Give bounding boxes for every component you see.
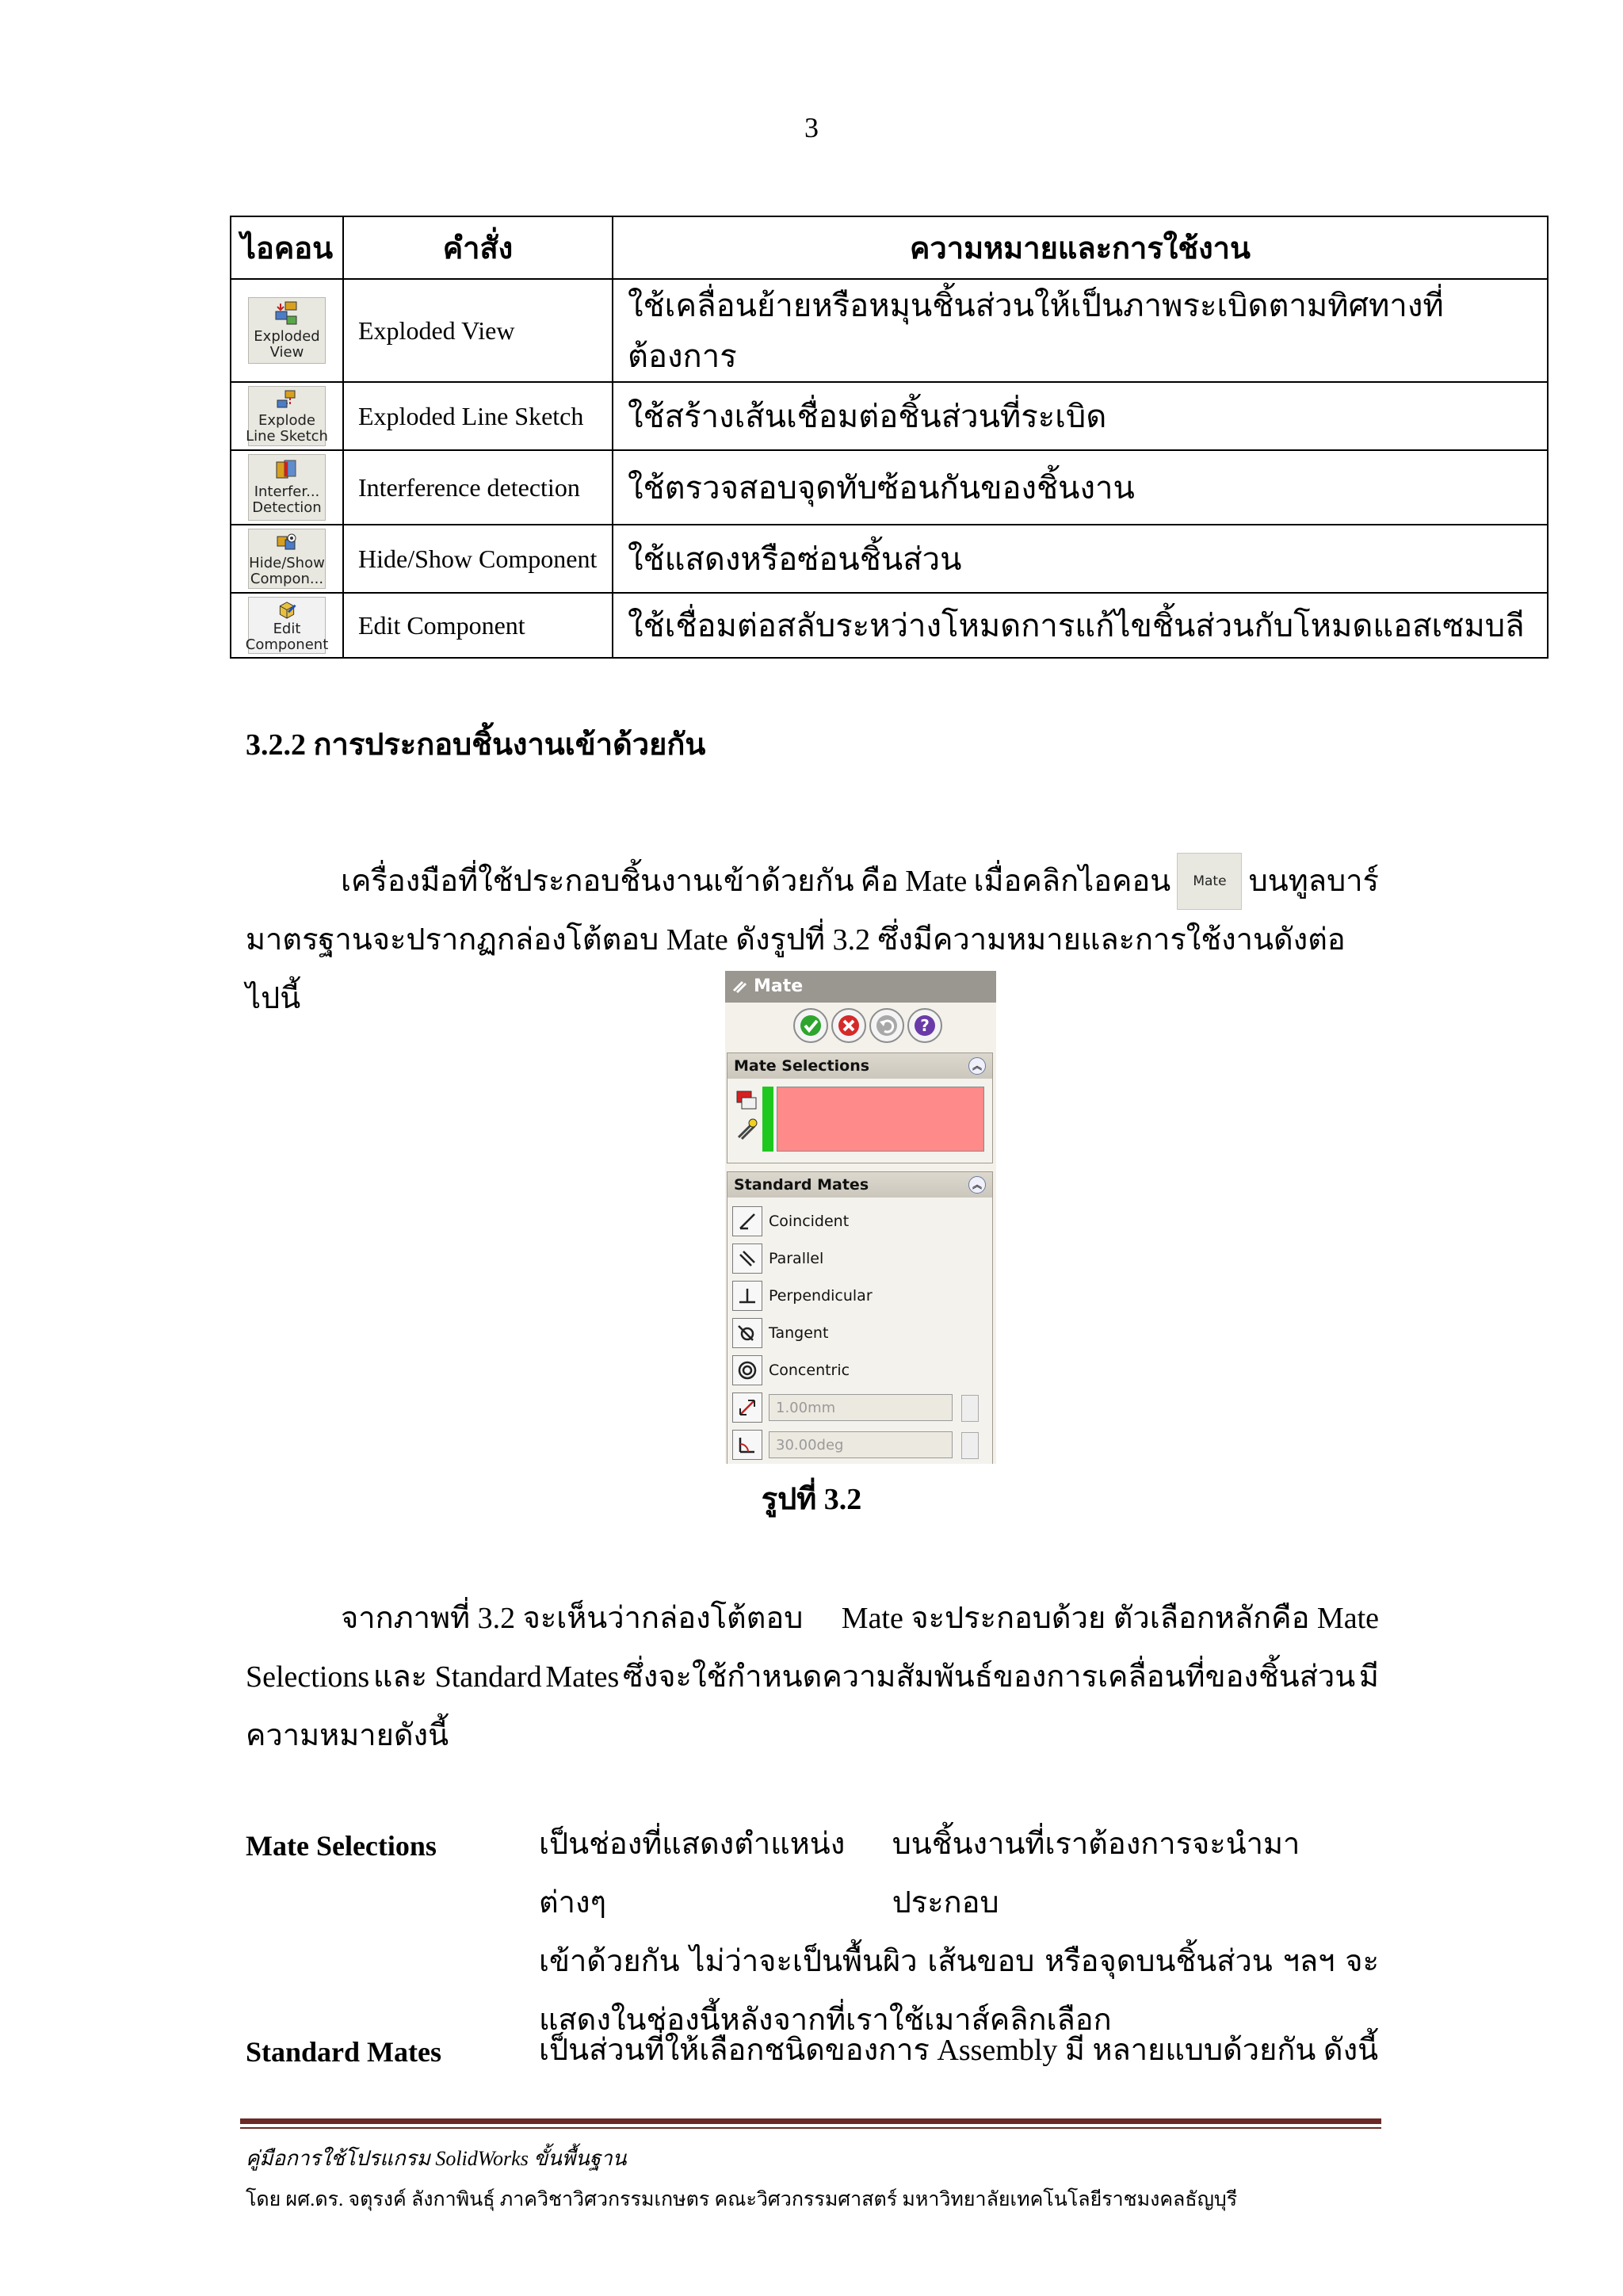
ok-icon	[799, 1014, 823, 1037]
command-description: ใช้สร้างเส้นเชื่อมต่อชิ้นส่วนที่ระเบิด	[613, 382, 1548, 450]
page-number: 3	[804, 112, 819, 143]
tangent-mate[interactable]: Tangent	[732, 1316, 828, 1350]
table-row	[231, 279, 1548, 382]
tangent-icon	[732, 1318, 762, 1348]
help-button[interactable]	[907, 1008, 942, 1043]
mate-toolbar-icon: Mate	[1177, 853, 1242, 910]
hide-show-component-icon: Hide/Show Compon...	[248, 529, 326, 589]
standard-mates-title: Standard Mates	[734, 1176, 869, 1194]
collapse-icon[interactable]: ︽	[968, 1176, 986, 1194]
command-name: Hide/Show Component	[343, 525, 613, 593]
paragraph-mate-intro: เครื่องมือที่ใช้ประกอบชิ้นงานเข้าด้วยกัน คือ Mate เมื่อคลิกไอคอน Mate บนทูลบาร์ มาตรฐานจะปรากฏกล่องโต้ตอบ Mate ดังรูปที่ 3.2 ซึ่งมีความหมายและการใช้งานดังต่อไปนี้	[246, 852, 1379, 1028]
command-description: ใช้เชื่อมต่อสลับระหว่างโหมดการแก้ไขชิ้นส่วนกับโหมดแอสเซมบลี	[613, 593, 1548, 658]
distance-spinner[interactable]	[961, 1395, 979, 1422]
concentric-mate[interactable]: Concentric	[732, 1353, 850, 1388]
command-description: ใช้เคลื่อนย้ายหรือหมุนชิ้นส่วนให้เป็นภาพระเบิดตามทิศทางที่ต้องการ	[613, 279, 1548, 382]
parallel-icon	[732, 1244, 762, 1274]
mate-pin-icon	[734, 1117, 761, 1144]
footer-divider	[240, 2118, 1381, 2124]
svg-text:?: ?	[920, 1016, 930, 1035]
mate-property-manager	[725, 971, 996, 1464]
header-command: คำสั่ง	[343, 216, 613, 279]
footer-author: โดย ผศ.ดร. จตุรงค์ ลังกาพินธุ์ ภาควิชาวิศวกรรมเกษตร คณะวิศวกรรมศาสตร์ มหาวิทยาลัยเทคโนโลยีราชมงคลธัญบุรี	[246, 2189, 1238, 2210]
mate-title-icon	[731, 977, 749, 995]
undo-button[interactable]	[869, 1008, 904, 1043]
cancel-icon	[837, 1014, 861, 1037]
mate-selections-group	[727, 1052, 993, 1163]
ok-button[interactable]	[793, 1008, 828, 1043]
table-row	[231, 382, 1548, 450]
command-table	[230, 216, 1549, 659]
angle-mate[interactable]	[732, 1427, 953, 1462]
interference-detection-icon: Interfer... Detection	[248, 454, 326, 521]
cancel-button[interactable]	[831, 1008, 866, 1043]
distance-input[interactable]: 1.00mm	[769, 1394, 953, 1421]
edit-component-icon: Edit Component	[248, 597, 326, 654]
table-row	[231, 593, 1548, 658]
command-description: ใช้ตรวจสอบจุดทับซ้อนกันของชิ้นงาน	[613, 450, 1548, 525]
standard-mates-group	[727, 1171, 993, 1464]
perpendicular-mate[interactable]: Perpendicular	[732, 1278, 873, 1313]
paragraph-mate-explanation: จากภาพที่ 3.2 จะเห็นว่ากล่องโต้ตอบ Mate จะประกอบด้วย ตัวเลือกหลักคือ Mate Selections และ Standard Mates ซึ่งจะใช้กำหนดความสัมพันธ์ของการเคลื่อนที่ของชิ้นส่วน มี ความหมายดังนี้	[246, 1602, 1379, 1752]
footer-manual-title: คู่มือการใช้โปรแกรม SolidWorks ขั้นพื้นฐาน	[246, 2147, 627, 2170]
definition-term: Standard Mates	[246, 2036, 442, 2068]
angle-input[interactable]: 30.00deg	[769, 1431, 953, 1458]
coincident-icon	[732, 1206, 762, 1236]
perpendicular-icon	[732, 1281, 762, 1311]
explode-line-sketch-icon: Explode Line Sketch	[248, 386, 326, 446]
figure-caption: รูปที่ 3.2	[761, 1483, 862, 1516]
angle-spinner[interactable]	[961, 1432, 979, 1459]
distance-icon	[732, 1392, 762, 1423]
table-row	[231, 450, 1548, 525]
command-description: ใช้แสดงหรือซ่อนชิ้นส่วน	[613, 525, 1548, 593]
table-row	[231, 525, 1548, 593]
coincident-mate[interactable]: Coincident	[732, 1204, 849, 1239]
selection-entities-icon	[734, 1087, 761, 1114]
undo-icon	[875, 1014, 899, 1037]
footer-divider-thin	[240, 2127, 1381, 2129]
concentric-icon	[732, 1355, 762, 1385]
mate-titlebar	[725, 971, 996, 1003]
definition-term: Mate Selections	[246, 1830, 437, 1862]
command-name: Exploded View	[343, 279, 613, 382]
section-heading: 3.2.2 การประกอบชิ้นงานเข้าด้วยกัน	[246, 728, 706, 762]
header-description: ความหมายและการใช้งาน	[613, 216, 1548, 279]
definition-body: เป็นส่วนที่ให้เลือกชนิดของการ Assembly มี หลายแบบด้วยกัน ดังนี้	[539, 2034, 1379, 2067]
table-header-row	[231, 216, 1548, 279]
collapse-icon[interactable]: ︽	[968, 1057, 986, 1075]
header-icon: ไอคอน	[231, 216, 343, 279]
mate-title: Mate	[754, 976, 804, 996]
mate-selection-box[interactable]	[777, 1087, 984, 1152]
command-name: Interference detection	[343, 450, 613, 525]
command-name: Edit Component	[343, 593, 613, 658]
angle-icon	[732, 1430, 762, 1460]
command-name: Exploded Line Sketch	[343, 382, 613, 450]
definition-body: เป็นช่องที่แสดงตำแหน่งต่างๆ บนชิ้นงานที่เราต้องการจะนำมาประกอบ เข้าด้วยกัน ไม่ว่าจะเป็นพื้นผิว เส้นขอบ หรือจุดบนชิ้นส่วน ฯลฯ จะ แสดงในช่องนี้หลังจากที่เราใช้เมาส์คลิกเลือก	[539, 1828, 1379, 2037]
exploded-view-icon: Exploded View	[248, 297, 326, 364]
mate-selections-title: Mate Selections	[734, 1057, 870, 1075]
distance-mate[interactable]	[732, 1390, 953, 1425]
selection-indicator-bar	[762, 1087, 773, 1152]
help-icon	[913, 1014, 937, 1037]
parallel-mate[interactable]: Parallel	[732, 1241, 823, 1276]
